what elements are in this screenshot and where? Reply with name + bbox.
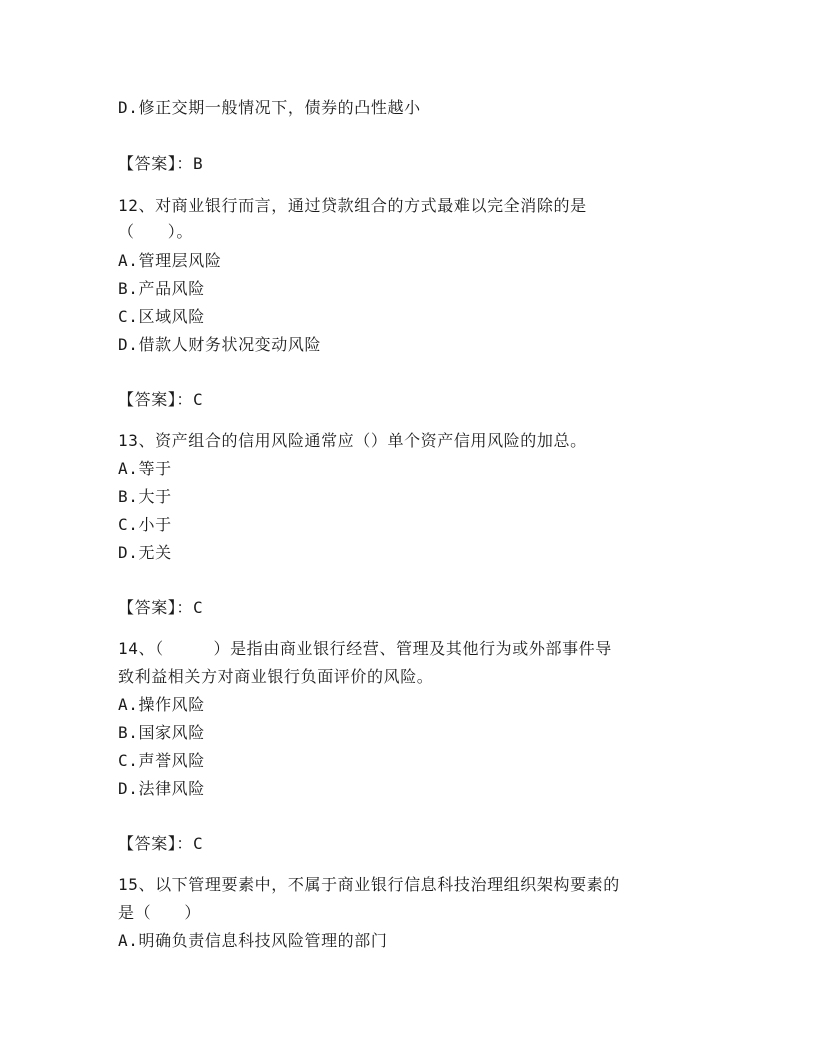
q13-answer: 【答案】：C xyxy=(118,598,204,617)
q14-stem-line1: 14、（ ）是指由商业银行经营、管理及其他行为或外部事件导 xyxy=(118,639,612,658)
q13-stem-line1: 13、资产组合的信用风险通常应（）单个资产信用风险的加总。 xyxy=(118,431,587,450)
q14-stem-line2: 致利益相关方对商业银行负面评价的风险。 xyxy=(118,667,434,686)
q15-stem-line2: 是（ ） xyxy=(118,903,202,922)
q13-option-b: B.大于 xyxy=(118,487,172,506)
q15-option-a: A.明确负责信息科技风险管理的部门 xyxy=(118,931,388,950)
q14-option-c: C.声誉风险 xyxy=(118,751,205,770)
q12-option-c: C.区域风险 xyxy=(118,307,205,326)
q14-answer: 【答案】：C xyxy=(118,834,204,853)
q14-option-d: D.法律风险 xyxy=(118,779,205,798)
q12-stem-line2: （ ）。 xyxy=(118,222,194,241)
q11-answer: 【答案】：B xyxy=(118,154,204,173)
q12-option-a: A.管理层风险 xyxy=(118,251,222,270)
q13-option-c: C.小于 xyxy=(118,515,172,534)
q13-option-d: D.无关 xyxy=(118,543,172,562)
q14-option-b: B.国家风险 xyxy=(118,723,205,742)
q14-option-a: A.操作风险 xyxy=(118,695,205,714)
q15-stem-line1: 15、以下管理要素中，不属于商业银行信息科技治理组织架构要素的 xyxy=(118,875,620,894)
q12-option-b: B.产品风险 xyxy=(118,279,205,298)
q12-stem-line1: 12、对商业银行而言，通过贷款组合的方式最难以完全消除的是 xyxy=(118,196,587,215)
q13-option-a: A.等于 xyxy=(118,459,172,478)
q12-option-d: D.借款人财务状况变动风险 xyxy=(118,335,322,354)
q12-answer: 【答案】：C xyxy=(118,390,204,409)
q11-option-d: D.修正交期一般情况下，债券的凸性越小 xyxy=(118,98,421,117)
